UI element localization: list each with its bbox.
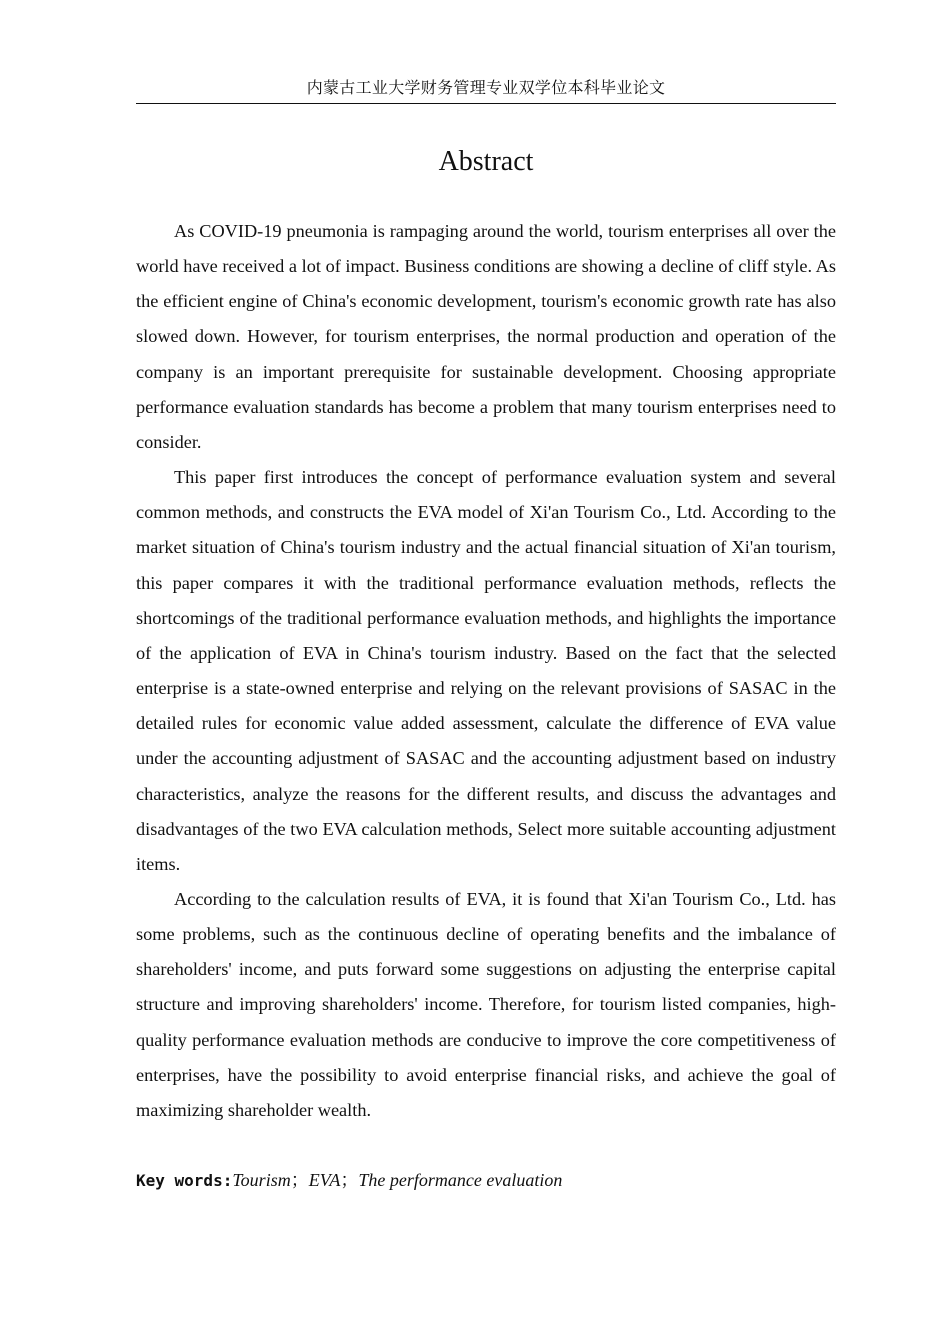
abstract-title: Abstract (438, 146, 534, 177)
keyword: EVA (308, 1170, 341, 1190)
keywords-line (136, 1166, 836, 1195)
keyword: Tourism (232, 1170, 291, 1190)
keyword-separator: ； (340, 1170, 359, 1190)
keyword: The performance evaluation (358, 1170, 563, 1190)
abstract-paragraph: As COVID-19 pneumonia is rampaging around the world, tourism enterprises all over the world have received a lot of impact. Business conditions are showing a decline of cliff style. As the efficient engine of China's economic development, tourism's economic growth rate has also slowed down. However, for tourism enterprises, the normal production and operation of the company is an important prerequisite for sustainable development. Choosing appropriate performance evaluation standards has become a problem that many tourism enterprises need to consider. (136, 221, 836, 452)
abstract-paragraph: According to the calculation results of EVA, it is found that Xi'an Tourism Co., Ltd. has some problems, such as the continuous decline of operating benefits and the imbalance of shareholders' income, and puts forward some suggestions on adjusting the enterprise capital structure and improving shareholders' income. Therefore, for tourism listed companies, high-quality performance evaluation methods are conducive to improve the core competitiveness of enterprises, have the possibility to avoid enterprise financial risks, and achieve the goal of maximizing shareholder wealth. (136, 888, 836, 1120)
header-rule (136, 103, 836, 104)
abstract-body (136, 214, 836, 1128)
running-header: 内蒙古工业大学财务管理专业双学位本科毕业论文 (306, 80, 666, 97)
keywords-label: Key words: (136, 1171, 233, 1190)
keyword-separator: ； (290, 1170, 309, 1190)
abstract-paragraph: This paper first introduces the concept of performance evaluation system and several common methods, and constructs the EVA model of Xi'an Tourism Co., Ltd. According to the market situation of China's tourism industry and the actual financial situation of Xi'an tourism, this paper compares it with the traditional performance evaluation methods, reflects the shortcomings of the traditional performance evaluation methods, and highlights the importance of the application of EVA in China's tourism industry. Based on the fact that the selected enterprise is a state-owned enterprise and relying on the relevant provisions of SASAC in the detailed rules for economic value added assessment, calculate the difference of EVA value under the accounting adjustment of SASAC and the accounting adjustment based on industry characteristics, analyze the reasons for the different results, and discuss the advantages and disadvantages of the two EVA calculation methods, Select more suitable accounting adjustment items. (136, 467, 836, 874)
